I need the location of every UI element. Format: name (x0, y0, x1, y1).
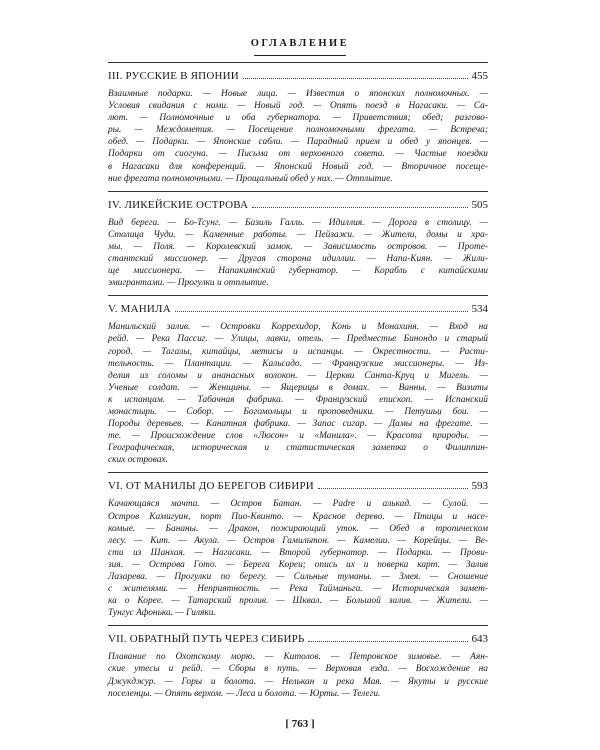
summary-line: эмигрантами. — Прогулки и отплытие. (108, 278, 269, 289)
summary-line: тельность. — Плантации. — Кальсадо. — Французские миссионеры. — Из- (108, 358, 488, 369)
summary-line: Тунгус Афонька. — Гиляки. (108, 608, 216, 619)
toc-section (108, 62, 488, 185)
summary-line: Породы деревьев. — Канатная фабрика. — Запас сигар. — Дамы на фрегате. — (108, 419, 488, 430)
summary-line: стантский миссионер. — Другая сторона идиллии. — Напа-Киян. — Жили- (108, 254, 488, 265)
section-divider (108, 625, 488, 626)
toc-entry-page-number: 593 (471, 480, 488, 493)
toc-entry-title: VI. ОТ МАНИЛЫ ДО БЕРЕГОВ СИБИРИ (108, 480, 314, 493)
summary-line: ры. — Междометия. — Посещение полномочными фрегата. — Встреча; (108, 125, 488, 136)
toc-entry-title: IV. ЛИКЕЙСКИЕ ОСТРОВА (108, 198, 249, 211)
summary-line: в Нагасаки для конференций. — Японский Новый год. — Вторичное посеще- (108, 161, 488, 172)
page-title: ОГЛАВЛЕНИЕ (250, 38, 350, 49)
summary-line: ка о Корее. — Татарский пролив. — Шквал. — Большой залив. — Жители. — (108, 596, 488, 607)
summary-line: лесу. — Кит. — Акула. — Остров Гамильтон. — Камелии. — Корейцы. — Ве- (108, 535, 488, 546)
dot-leader (252, 198, 467, 208)
page-number: [ 763 ] (285, 718, 315, 730)
section-divider (108, 472, 488, 473)
summary-line: Качающаяся мачта. — Остров Батан. — Padre и алькад. — Сулой. — (108, 499, 488, 510)
table-of-contents (108, 62, 488, 706)
toc-entry[interactable] (108, 302, 488, 316)
title-underline (254, 55, 346, 56)
summary-line: Плавание по Охотскому морю. — Китолов. — Петровское зимовье. — Аян- (108, 652, 488, 663)
toc-section (108, 191, 488, 290)
summary-line: ние фрегата полномочными. — Прощальный обед у них. — Отплытие. (108, 173, 393, 184)
summary-line: зия. — Острова Гото. — Берега Кореи; опись их и поверка карт. — Залив (108, 559, 488, 570)
toc-entry-title: VII. ОБРАТНЫЙ ПУТЬ ЧЕРЕЗ СИБИРЬ (108, 633, 305, 646)
summary-line: Столица Чуди. — Каменные работы. — Пейзажи. — Жители, домы и хра- (108, 229, 488, 240)
summary-line: Взаимные подарки. — Новые лица. — Известия о японских полномочных. — (108, 89, 488, 99)
summary-line: сти из Шанхая. — Нагасаки. — Второй губернатор. — Подарки. — Прови- (108, 547, 488, 558)
dot-leader (243, 69, 468, 79)
summary-line: ских островах. (108, 455, 168, 466)
summary-line: Ученые солдат. — Женщины. — Ящерицы в домах. — Ванны. — Визиты (108, 382, 488, 393)
section-divider (108, 62, 488, 63)
toc-entry[interactable] (108, 632, 488, 646)
dot-leader (308, 632, 467, 642)
summary-line: монастырь. — Собор. — Богомольцы и проповедники. — Петушьи бои. — (108, 406, 488, 417)
summary-line: комые. — Бананы. — Дракон, пожирающий уток. — Обед в тропическом (108, 523, 488, 534)
summary-line: лют. — Полномочные и оба губернатора. — Приветствия; обед; разгово- (108, 113, 488, 124)
summary-line: поселенцы. — Опять верхом. — Леса и болота. — Юрты. — Телеги. (108, 688, 381, 699)
toc-section (108, 472, 488, 619)
page-header (0, 38, 600, 56)
summary-line: мы. — Поля. — Королевский замок. — Зависимость островов. — Проте- (108, 241, 488, 252)
toc-entry-summary (108, 651, 488, 699)
toc-entry-title: V. МАНИЛА (108, 303, 171, 316)
toc-entry-page-number: 534 (471, 303, 488, 316)
dot-leader (175, 302, 468, 312)
toc-entry[interactable] (108, 479, 488, 493)
toc-entry-page-number: 455 (471, 70, 488, 82)
toc-entry-summary (108, 321, 488, 466)
summary-line: с жителями. — Неприятность. — Река Тайманьга. — Историческая замет- (108, 584, 488, 595)
summary-line: Вид берега. — Бо-Тсунг. — Базиль Галль. — Идиллия. — Дорога в столицу. — (108, 217, 488, 228)
toc-entry-summary (108, 88, 488, 185)
toc-entry-summary (108, 498, 488, 619)
summary-line: Географическая, историческая и статистическая заметка о Филиппин- (108, 443, 488, 454)
summary-line: делия из соломы и ананасных волокон. — Церкви Санта-Круц и Мигель. — (108, 370, 488, 381)
toc-entry[interactable] (108, 69, 488, 83)
toc-section (108, 625, 488, 699)
summary-line: Подарки от сиогуна. — Письма от верховного совета. — Частые поездки (108, 149, 488, 160)
dot-leader (318, 479, 468, 489)
summary-line: те. — Происхождение слов «Люсон» и «Манила». — Красота природы. — (108, 431, 488, 442)
summary-line: ще миссионера. — Напакиянский губернатор. — Корабль с китайскими (108, 266, 488, 277)
section-divider (108, 295, 488, 296)
summary-line: город. — Тагалы, китайцы, метисы и испанцы. — Окрестности. — Расти- (108, 346, 488, 357)
section-divider (108, 191, 488, 192)
toc-section (108, 295, 488, 466)
summary-line: Остров Камигуин, порт Пио-Квинто. — Красное дерево. — Птицы и насе- (108, 511, 488, 522)
summary-line: рейд. — Река Пассиг. — Улицы, лавки, отель. — Предместье Бинондо и старый (108, 334, 488, 345)
summary-line: Джукджур. — Горы и болота. — Нелькан и река Мая. — Якуты и русские (108, 676, 488, 687)
toc-entry[interactable] (108, 198, 488, 212)
summary-line: обед. — Подарки. — Японские сабли. — Парадный прием и обед у японцев. — (108, 137, 488, 148)
toc-entry-summary (108, 217, 488, 290)
toc-entry-page-number: 505 (471, 198, 488, 211)
summary-line: Условия свидания с ними. — Новый год. — Опять поезд в Нагасаки. — Са- (108, 101, 488, 112)
toc-entry-title: III. РУССКИЕ В ЯПОНИИ (108, 70, 239, 82)
toc-entry-page-number: 643 (471, 633, 488, 646)
summary-line: Манильский залив. — Островки Коррехидор, Конь и Монахиня. — Вход на (108, 322, 488, 333)
summary-line: Лазарева. — Прогулки по берегу. — Сильные туманы. — Змея. — Сношение (108, 572, 488, 582)
summary-line: ские утесы и рейд. — Сборы в путь. — Верховая езда. — Восхождение на (108, 664, 488, 675)
summary-line: к испанцам. — Табачная фабрика. — Французский епископ. — Испанский (108, 394, 488, 405)
